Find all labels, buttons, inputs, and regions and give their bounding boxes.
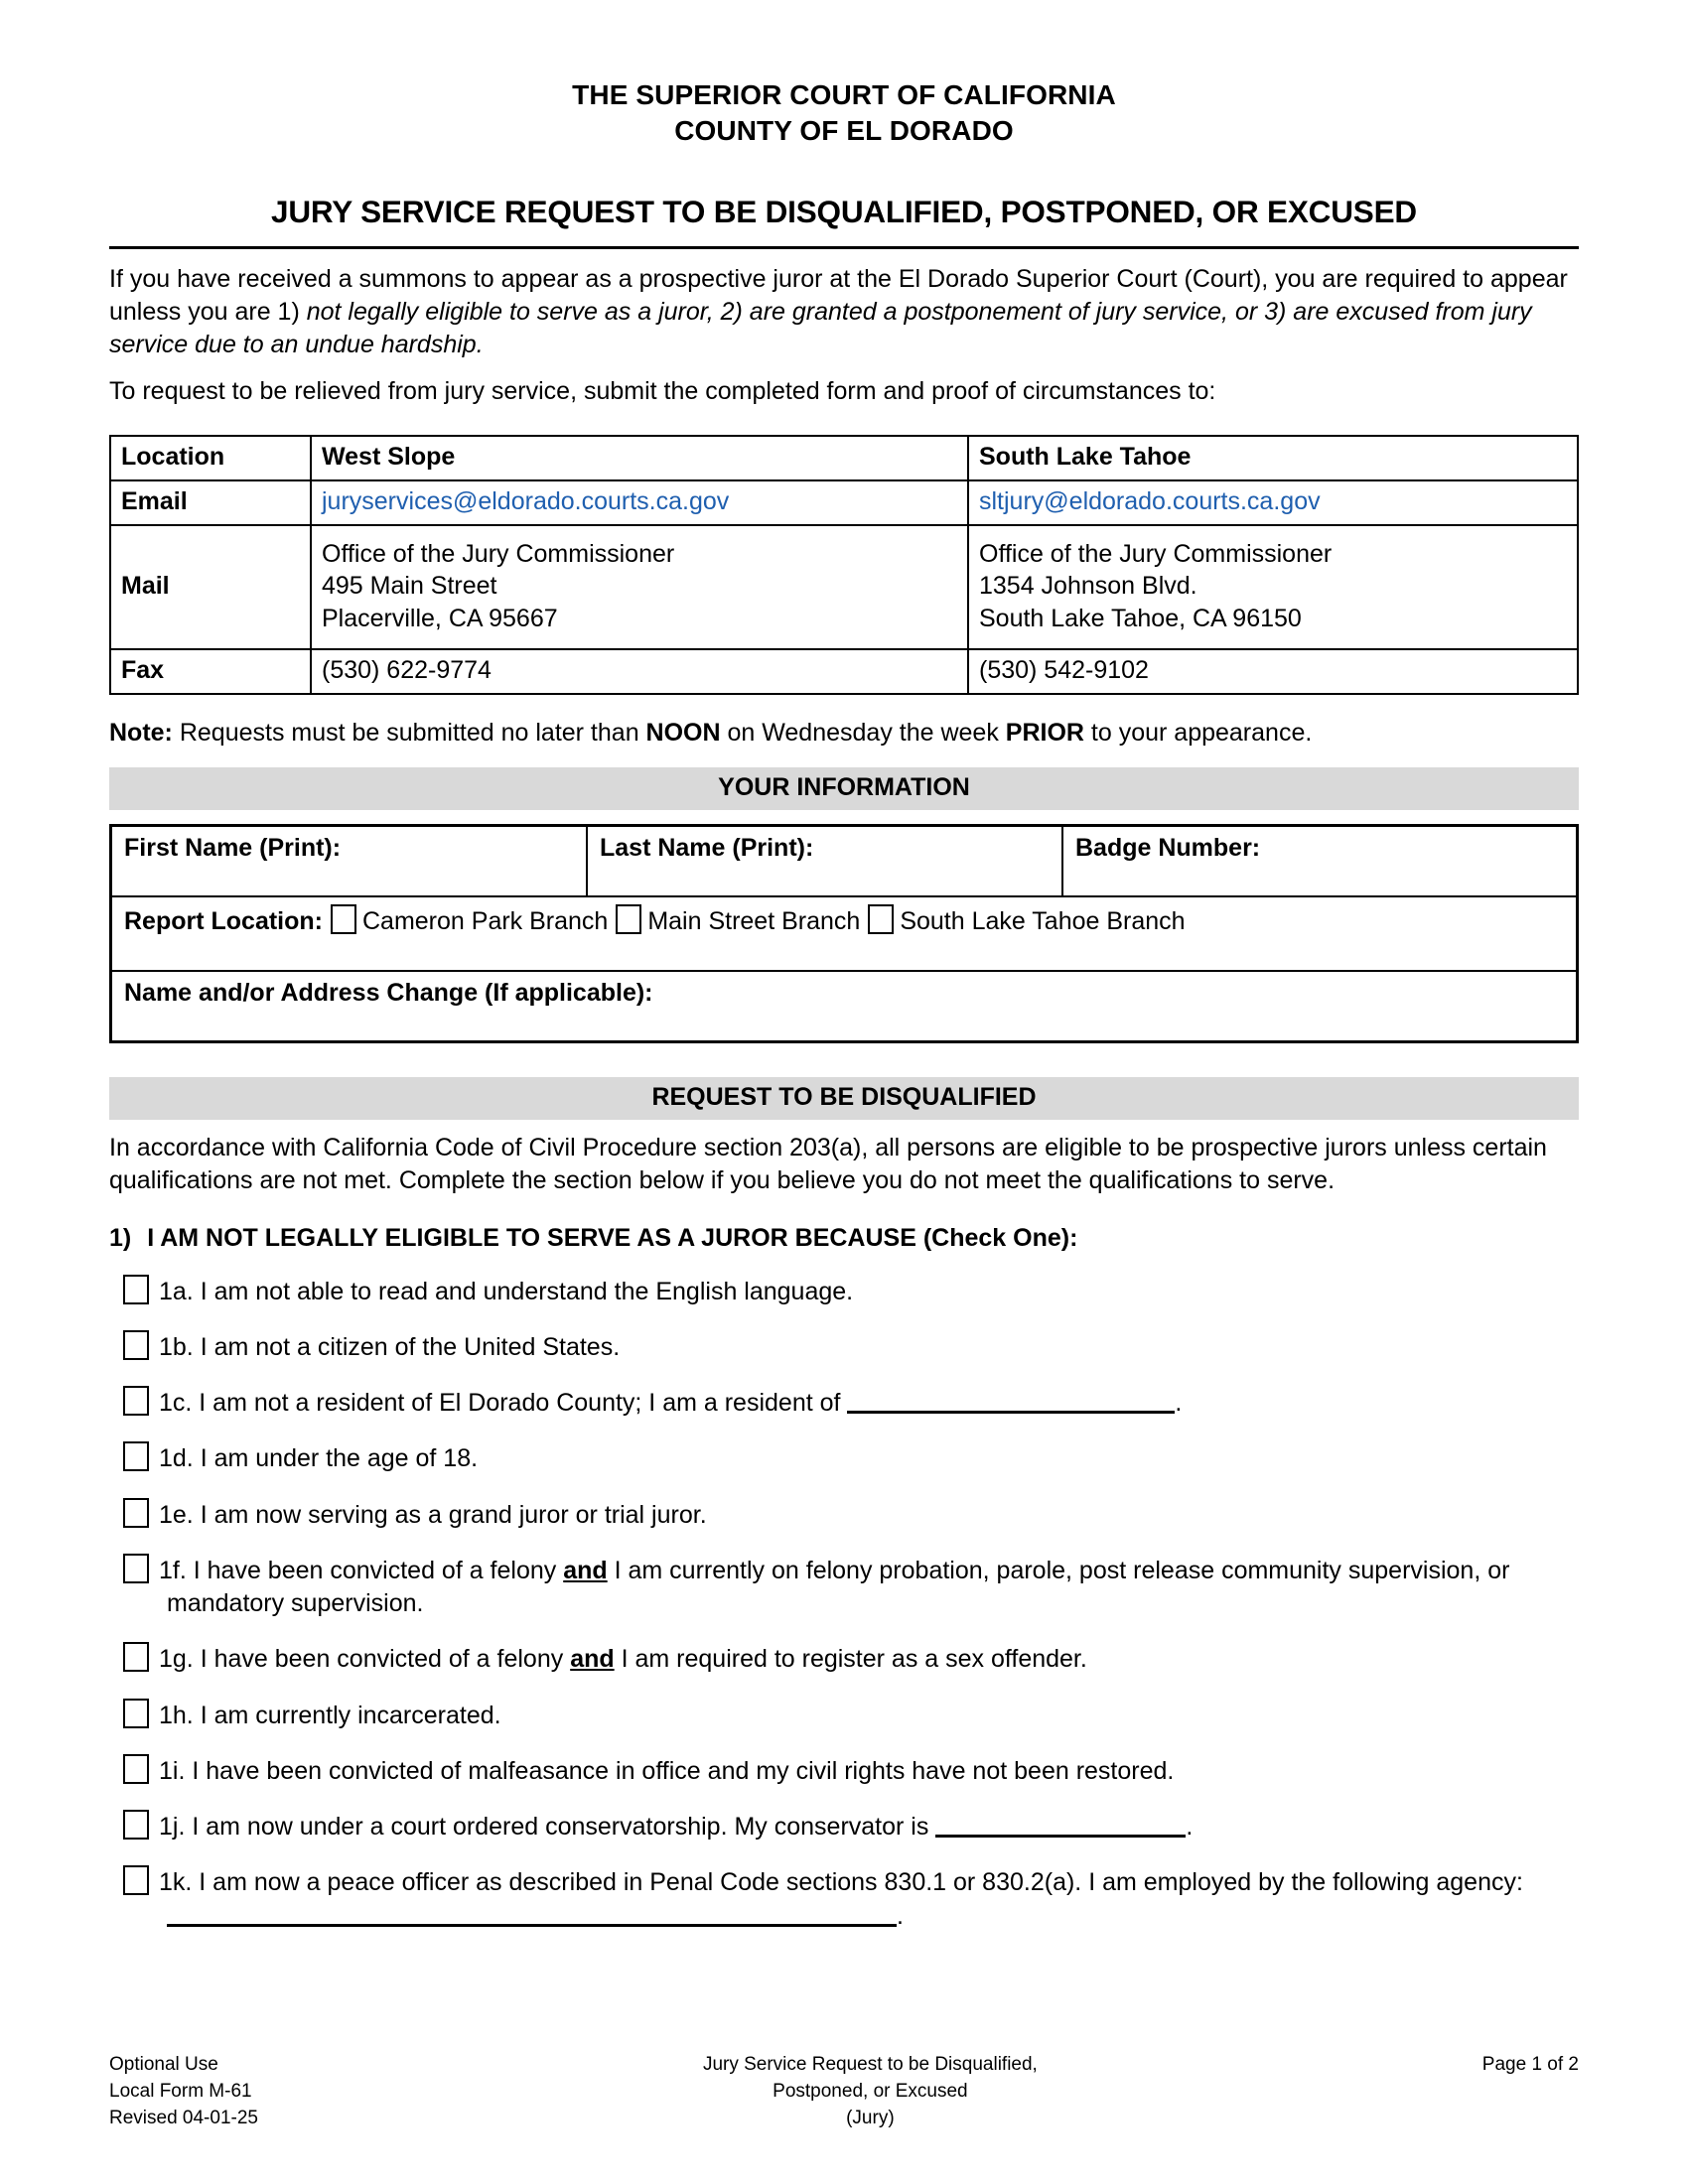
mail-west-line-1: Office of the Jury Commissioner — [322, 539, 675, 568]
mail-slt-line-2: 1354 Johnson Blvd. — [979, 572, 1197, 601]
option-1j[interactable] — [109, 1810, 1579, 1843]
name-badge-row — [111, 826, 1578, 897]
option-1h-label: 1h. I am currently incarcerated. — [159, 1701, 501, 1729]
checkbox-1i[interactable] — [123, 1754, 149, 1784]
table-row-mail — [110, 525, 1578, 650]
note-bold-prior: PRIOR — [1005, 719, 1084, 748]
checkbox-south-lake-tahoe-branch[interactable] — [868, 904, 894, 934]
table-row-fax — [110, 649, 1578, 694]
option-1b[interactable] — [109, 1330, 1579, 1364]
blank-line-agency[interactable] — [167, 1924, 897, 1927]
badge-number-label: Badge Number: — [1075, 834, 1261, 863]
checkbox-1j[interactable] — [123, 1810, 149, 1840]
mail-west-line-2: 495 Main Street — [322, 572, 497, 601]
checkbox-1g[interactable] — [123, 1642, 149, 1672]
option-1g[interactable] — [109, 1642, 1579, 1676]
section-header-request-disqualified: REQUEST TO BE DISQUALIFIED — [109, 1077, 1579, 1120]
your-information-box — [109, 824, 1579, 1043]
court-heading — [109, 77, 1579, 149]
footer-form-title-line-2: Postponed, or Excused — [773, 2081, 968, 2103]
checkbox-1b[interactable] — [123, 1330, 149, 1360]
option-1j-label: 1j. I am now under a court ordered conservatorship. My conservator is — [159, 1813, 936, 1842]
submit-instruction: To request to be relieved from jury service, submit the completed form and proof of circumstances to: — [109, 377, 1216, 406]
item-1-heading — [109, 1224, 1579, 1253]
mail-west-line-3: Placerville, CA 95667 — [322, 604, 558, 632]
option-1a[interactable] — [109, 1275, 1579, 1308]
mail-west-slope — [311, 525, 968, 650]
footer-page-number: Page 1 of 2 — [1481, 2054, 1579, 2076]
note-part-3: to your appearance. — [1083, 719, 1313, 748]
option-1i-label: 1i. I have been convicted of malfeasance in office and my civil rights have not been restored. — [159, 1756, 1175, 1785]
disqualified-paragraph: In accordance with California Code of Civil Procedure section 203(a), all persons are eligible to be prospective jurors unless certain qualifications are not met. Complete the section below if you believe you do not meet the qualifications to serve. — [109, 1134, 1547, 1195]
footer-center — [258, 2052, 1482, 2132]
report-location-label: Report Location: — [124, 907, 323, 936]
mail-south-lake-tahoe — [968, 525, 1578, 650]
email-south-lake-tahoe[interactable] — [968, 480, 1578, 525]
option-1g-label-b: I am required to register as a sex offender. — [614, 1645, 1087, 1674]
report-location-option-south-lake-tahoe: South Lake Tahoe Branch — [900, 907, 1186, 936]
fax-south-lake-tahoe: (530) 542-9102 — [968, 649, 1578, 694]
county-name-line: COUNTY OF EL DORADO — [674, 114, 1014, 146]
option-1c[interactable] — [109, 1386, 1579, 1420]
report-location-option-cameron-park: Cameron Park Branch — [362, 907, 609, 936]
checkbox-1k[interactable] — [123, 1865, 149, 1895]
checkbox-main-street-branch[interactable] — [616, 904, 641, 934]
option-1f-label-a: 1f. I have been convicted of a felony — [159, 1556, 564, 1584]
row-label-email: Email — [110, 480, 311, 525]
item-1-text: I AM NOT LEGALLY ELIGIBLE TO SERVE AS A JUROR BECAUSE (Check One): — [147, 1223, 1078, 1252]
address-change-row — [111, 971, 1578, 1042]
col-header-south-lake-tahoe: South Lake Tahoe — [968, 436, 1578, 480]
option-1d-label: 1d. I am under the age of 18. — [159, 1444, 479, 1473]
address-change-field[interactable] — [111, 971, 1578, 1042]
option-1c-suffix: . — [1175, 1389, 1183, 1418]
footer-optional-use: Optional Use — [109, 2054, 218, 2076]
footer-form-number: Local Form M-61 — [109, 2081, 252, 2103]
address-change-label: Name and/or Address Change (If applicable): — [124, 979, 653, 1008]
email-west-slope[interactable] — [311, 480, 968, 525]
checkbox-1d[interactable] — [123, 1441, 149, 1471]
last-name-field[interactable] — [587, 826, 1062, 897]
mail-slt-line-3: South Lake Tahoe, CA 96150 — [979, 604, 1302, 632]
col-header-location: Location — [110, 436, 311, 480]
checkbox-1h[interactable] — [123, 1699, 149, 1728]
checkbox-1f[interactable] — [123, 1554, 149, 1583]
note-part-2: on Wednesday the week — [720, 719, 1006, 748]
mail-slt-line-1: Office of the Jury Commissioner — [979, 539, 1333, 568]
badge-number-field[interactable] — [1062, 826, 1578, 897]
footer-form-title-line-1: Jury Service Request to be Disqualified, — [702, 2054, 1038, 2076]
first-name-label: First Name (Print): — [124, 834, 342, 863]
item-1-number: 1) — [109, 1223, 132, 1252]
title-divider — [109, 246, 1579, 249]
row-label-mail: Mail — [110, 525, 311, 650]
option-1b-label: 1b. I am not a citizen of the United States. — [159, 1332, 621, 1361]
blank-line-residence[interactable] — [847, 1411, 1175, 1414]
table-header-row — [110, 436, 1578, 480]
checkbox-1e[interactable] — [123, 1498, 149, 1528]
option-1g-label-a: 1g. I have been convicted of a felony — [159, 1645, 571, 1674]
option-1e-label: 1e. I am now serving as a grand juror or trial juror. — [159, 1500, 707, 1529]
court-name-line: THE SUPERIOR COURT OF CALIFORNIA — [572, 79, 1116, 110]
checkbox-1c[interactable] — [123, 1386, 149, 1416]
col-header-west-slope: West Slope — [311, 436, 968, 480]
note-bold-noon: NOON — [645, 719, 721, 748]
option-1j-suffix: . — [1186, 1813, 1194, 1842]
footer-left — [109, 2052, 258, 2132]
report-location-row — [111, 896, 1578, 971]
form-title: JURY SERVICE REQUEST TO BE DISQUALIFIED, POSTPONED, OR EXCUSED — [271, 193, 1417, 229]
option-1c-label: 1c. I am not a resident of El Dorado County; I am a resident of — [159, 1389, 848, 1418]
report-location-cell — [111, 896, 1578, 971]
section-header-your-information: YOUR INFORMATION — [109, 767, 1579, 810]
footer-right — [1482, 2052, 1579, 2079]
first-name-field[interactable] — [111, 826, 588, 897]
contact-table — [109, 435, 1579, 696]
option-1a-label: 1a. I am not able to read and understand the English language. — [159, 1277, 854, 1305]
blank-line-conservator[interactable] — [935, 1835, 1186, 1838]
checkbox-cameron-park-branch[interactable] — [331, 904, 356, 934]
checkbox-1a[interactable] — [123, 1275, 149, 1304]
option-1d[interactable] — [109, 1441, 1579, 1475]
fax-west-slope: (530) 622-9774 — [311, 649, 968, 694]
footer-form-title-line-3: (Jury) — [846, 2108, 895, 2129]
row-label-fax: Fax — [110, 649, 311, 694]
option-1g-underline-and: and — [570, 1645, 615, 1674]
email-link-west[interactable]: juryservices@eldorado.courts.ca.gov — [322, 486, 730, 515]
note-part-1: Requests must be submitted no later than — [172, 719, 646, 748]
option-1k[interactable] — [109, 1865, 1579, 1933]
note-prefix: Note: — [109, 719, 173, 748]
submission-note — [109, 719, 1579, 748]
option-1f[interactable] — [109, 1554, 1579, 1621]
option-1f-underline-and: and — [563, 1556, 608, 1584]
report-location-option-main-street: Main Street Branch — [647, 907, 861, 936]
intro-lead: If you have received a summons to appear as a prospective juror at the El Dorado Superior Court (Court), you are required to appear unless you are 1) — [109, 264, 1568, 326]
option-1k-suffix: . — [897, 1901, 904, 1930]
email-link-slt[interactable]: sltjury@eldorado.courts.ca.gov — [979, 486, 1321, 515]
option-1h[interactable] — [109, 1699, 1579, 1732]
table-row-email — [110, 480, 1578, 525]
intro-italic: not legally eligible to serve as a juror, 2) are granted a postponement of jury service, or 3) are excused from jury service due to an undue hardship. — [109, 297, 1532, 359]
option-1k-label: 1k. I am now a peace officer as described in Penal Code sections 830.1 or 830.2(a). I am employed by the following agency: — [159, 1868, 1523, 1897]
option-1e[interactable] — [109, 1498, 1579, 1532]
disqualification-options-list — [109, 1275, 1579, 1933]
footer-revision-date: Revised 04-01-25 — [109, 2108, 258, 2129]
page-footer — [109, 2052, 1579, 2132]
last-name-label: Last Name (Print): — [600, 834, 814, 863]
option-1f-label-b: I am currently on felony probation, parole, post release community supervision, or mandatory supervision. — [167, 1556, 1510, 1618]
intro-paragraph — [109, 263, 1579, 362]
option-1i[interactable] — [109, 1754, 1579, 1788]
